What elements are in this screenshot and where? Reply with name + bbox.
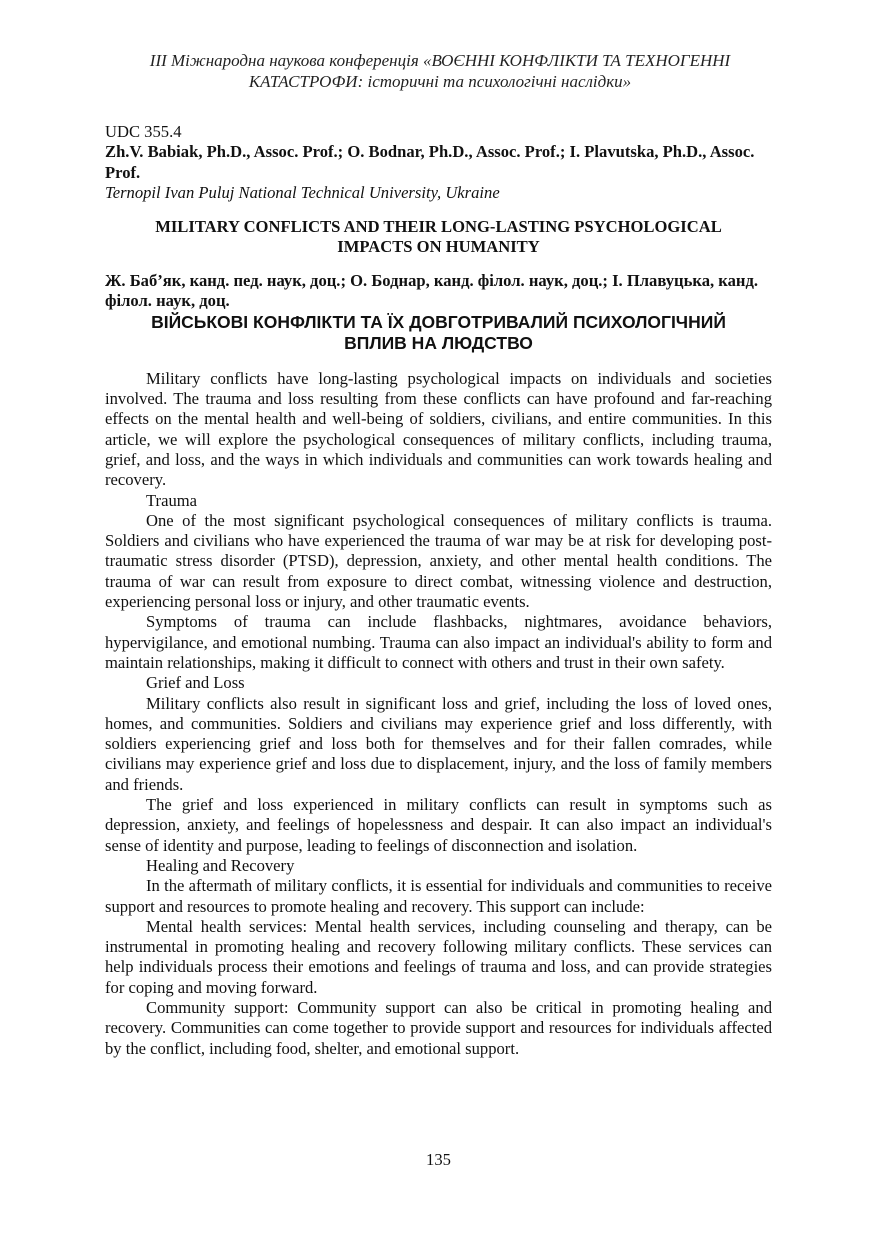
section-heading-healing: Healing and Recovery — [146, 855, 295, 875]
article-title-ua: ВІЙСЬКОВІ КОНФЛІКТИ ТА ЇХ ДОВГОТРИВАЛИЙ ПСИХОЛОГІЧНИЙ ВПЛИВ НА ЛЮДСТВО — [151, 311, 726, 353]
page-number: 135 — [426, 1150, 451, 1169]
article — [105, 122, 772, 1059]
paragraph-healing-1: In the aftermath of military conflicts, it is essential for individuals and communities to receive support and resources to promote healing and recovery. This support can include: — [105, 876, 772, 916]
paragraph-grief-1: Military conflicts also result in significant loss and grief, including the loss of loved ones, homes, and communities. Soldiers and civilians may experience grief and loss differently, with soldiers experiencing grief and loss both for themselves and for their fallen comrades, while civilians may experience grief and loss due to displacement, injury, and the loss of family members and friends. — [105, 693, 772, 794]
udc-code: UDC 355.4 — [105, 122, 182, 141]
paragraph-healing-2: Mental health services: Mental health services, including counseling and therapy, can be instrumental in promoting healing and recovery following military conflicts. These services can help individuals process their emotions and feelings of trauma and loss, and can provide strategies for coping and moving forward. — [105, 916, 772, 997]
authors-ua: Ж. Баб’як, канд. пед. наук, доц.; О. Боднар, канд. філол. наук, доц.; І. Плавуцька, канд. філол. наук, доц. — [105, 271, 758, 311]
article-title-en: MILITARY CONFLICTS AND THEIR LONG-LASTING PSYCHOLOGICAL IMPACTS ON HUMANITY — [155, 217, 722, 257]
conference-header-line-1: III Міжнародна наукова конференція «ВОЄННІ КОНФЛІКТИ ТА ТЕХНОГЕННІ — [149, 51, 731, 70]
paragraph-grief-2: The grief and loss experienced in military conflicts can result in symptoms such as depression, anxiety, and feelings of hopelessness and despair. It can also impact an individual's sense of identity and purpose, leading to feelings of disconnection and isolation. — [105, 795, 772, 855]
article-body — [105, 369, 772, 1059]
paragraph-trauma-2: Symptoms of trauma can include flashbacks, nightmares, avoidance behaviors, hypervigilance, and emotional numbing. Trauma can also impact an individual's ability to form and maintain relationships, making it difficult to connect with others and trust in their own safety. — [105, 612, 772, 672]
paragraph-intro: Military conflicts have long-lasting psychological impacts on individuals and societies involved. The trauma and loss resulting from these conflicts can have profound and far-reaching effects on the mental health and well-being of soldiers, civilians, and entire communities. In this article, we will explore the psychological consequences of military conflicts, including trauma, grief, and loss, and the ways in which individuals and communities can work towards healing and recovery. — [105, 368, 772, 490]
section-heading-grief: Grief and Loss — [146, 673, 245, 693]
paragraph-healing-3: Community support: Community support can also be critical in promoting healing and recovery. Communities can come together to provide support and resources for individuals affected by the conflict, including food, shelter, and emotional support. — [105, 997, 772, 1058]
section-heading-trauma: Trauma — [146, 490, 198, 510]
conference-header-line-2: КАТАСТРОФИ: історичні та психологічні наслідки» — [248, 72, 632, 91]
affiliation: Ternopil Ivan Puluj National Technical University, Ukraine — [105, 182, 500, 202]
paragraph-trauma-1: One of the most significant psychological consequences of military conflicts is trauma. Soldiers and civilians who have experienced the trauma of war may be at risk for developing post-traumatic stress disorder (PTSD), depression, anxiety, and other mental health conditions. The trauma of war can result from exposure to direct combat, witnessing violence and destruction, experiencing personal loss or injury, and other traumatic events. — [105, 510, 772, 612]
conference-header — [120, 50, 760, 92]
authors-en: Zh.V. Babiak, Ph.D., Assoc. Prof.; O. Bodnar, Ph.D., Assoc. Prof.; I. Plavutska, Ph.D., Assoc. Prof. — [105, 142, 755, 182]
